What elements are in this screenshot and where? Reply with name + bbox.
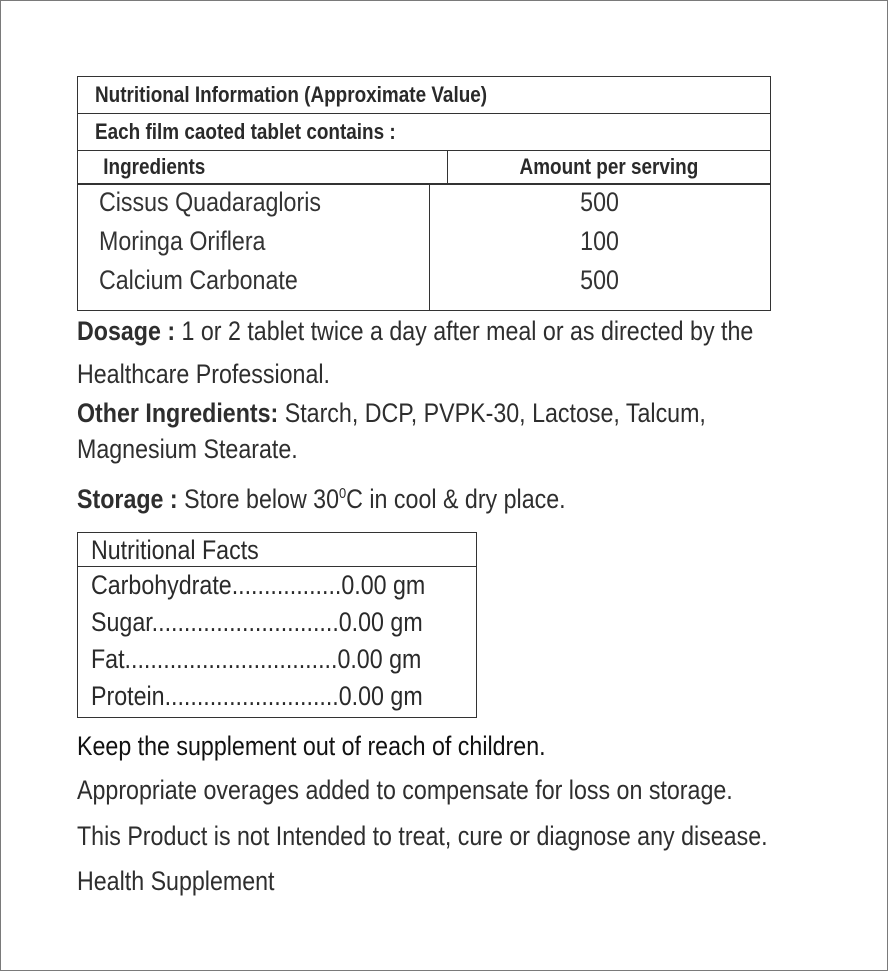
keep-out-notice: Keep the supplement out of reach of children. [77, 731, 546, 761]
facts-row: Protein...........................0.00 gm [91, 681, 423, 711]
header-amount: Amount per serving [519, 154, 699, 179]
table-subtitle: Each film caoted tablet contains : [78, 114, 770, 151]
category-label: Health Supplement [77, 866, 275, 896]
dosage-line1: Dosage : 1 or 2 tablet twice a day after meal or as directed by the [77, 316, 754, 346]
degree-symbol: 0 [339, 485, 347, 502]
table-row-amount: 500 [580, 265, 620, 295]
table-row-amount: 500 [580, 187, 620, 217]
table-title: Nutritional Information (Approximate Value) [78, 77, 770, 114]
other-ingredients-line1: Other Ingredients: Starch, DCP, PVPK-30, Lactose, Talcum, [77, 398, 706, 428]
table-row-ingredient: Calcium Carbonate [99, 265, 298, 295]
table-row-ingredient: Moringa Oriflera [99, 226, 266, 256]
table-row-ingredient: Cissus Quadaragloris [99, 187, 321, 217]
storage-label: Storage : [77, 484, 178, 514]
overages-notice: Appropriate overages added to compensate for loss on storage. [77, 775, 733, 805]
header-ingredients: Ingredients [78, 151, 448, 183]
amount-column [430, 185, 770, 310]
facts-row: Fat.................................0.00 gm [91, 644, 422, 674]
disclaimer-notice: This Product is not Intended to treat, cure or diagnose any disease. [77, 821, 768, 851]
facts-row: Sugar.............................0.00 gm [91, 607, 423, 637]
storage-line: Storage : Store below $30^0C$ in cool & dry place. [77, 484, 566, 514]
ingredient-column [78, 185, 430, 310]
facts-title: Nutritional Facts [78, 533, 476, 567]
dosage-label: Dosage : [77, 316, 176, 346]
table-row-amount: 100 [580, 226, 620, 256]
table-header [78, 151, 770, 185]
dosage-line2: Healthcare Professional. [77, 359, 330, 389]
nutrition-table [77, 76, 771, 311]
facts-row: Carbohydrate.................0.00 gm [91, 570, 426, 600]
nutritional-facts-box [77, 532, 477, 718]
table-body [78, 185, 770, 310]
other-ingredients-label: Other Ingredients: [77, 398, 279, 428]
other-ingredients-line2: Magnesium Stearate. [77, 434, 298, 464]
